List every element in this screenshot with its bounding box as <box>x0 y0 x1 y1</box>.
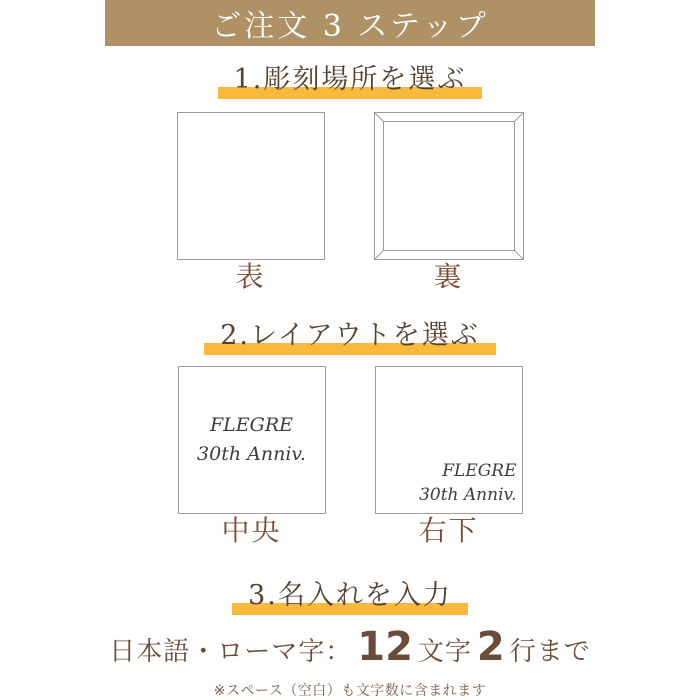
option-layout-center <box>178 366 326 547</box>
limit-chars-unit: 文字 <box>417 637 472 667</box>
step-1-heading: 1.彫刻場所を選ぶ <box>218 63 483 101</box>
front-face-graphic <box>177 112 325 260</box>
back-face-framed-graphic <box>374 112 524 260</box>
option-bottom-right-label: 右下 <box>418 514 479 547</box>
option-front-label: 表 <box>235 260 266 293</box>
step-3-heading: 3.名入れを入力 <box>232 579 468 617</box>
step-3-section <box>109 579 591 700</box>
limit-lines-count: 2 <box>476 624 505 670</box>
space-count-note: ※スペース（空白）も文字数に含まれます <box>213 683 487 699</box>
character-limit-line <box>109 625 591 674</box>
engraving-line2: 30th Anniv. <box>197 443 306 465</box>
engraving-sample-center <box>197 411 306 470</box>
step-1-section <box>177 63 524 293</box>
limit-lines-unit: 行まで <box>509 637 591 667</box>
layout-center-graphic <box>178 366 326 514</box>
step-2-heading: 2.レイアウトを選ぶ <box>204 319 496 357</box>
layout-bottom-right-graphic <box>375 366 523 514</box>
engraving-line1: FLEGRE <box>442 460 517 481</box>
page-title: ご注文 3 ステップ <box>211 9 489 44</box>
option-back <box>374 112 524 293</box>
option-front <box>177 112 325 293</box>
engraving-sample-bottom-right <box>419 459 516 508</box>
limit-chars-count: 12 <box>357 624 413 670</box>
option-center-label: 中央 <box>221 514 282 547</box>
engrave-location-options <box>177 112 524 293</box>
header-banner <box>105 0 595 46</box>
option-layout-bottom-right <box>375 366 523 547</box>
limit-prefix: 日本語・ローマ字： <box>109 637 353 667</box>
step-2-section <box>178 319 523 547</box>
engraving-line2: 30th Anniv. <box>419 485 517 506</box>
option-back-label: 裏 <box>433 260 464 293</box>
layout-options <box>178 366 523 547</box>
engraving-line1: FLEGRE <box>209 413 293 436</box>
